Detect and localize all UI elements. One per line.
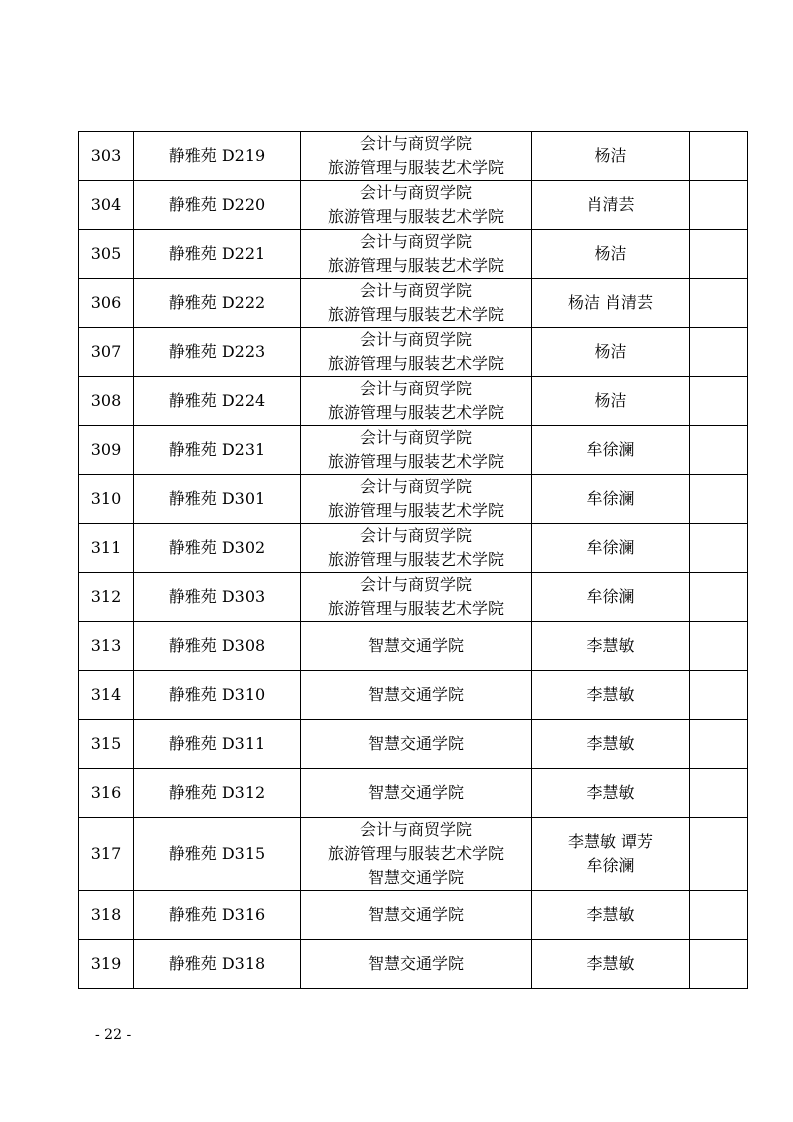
staff-name: 杨洁	[594, 146, 627, 165]
row-number-cell	[79, 279, 134, 328]
note-cell	[690, 818, 748, 891]
row-number-cell	[79, 769, 134, 818]
staff-cell	[532, 524, 690, 573]
staff-name: 牟徐澜	[586, 587, 635, 606]
row-number-cell	[79, 230, 134, 279]
college-name: 会计与商贸学院	[359, 820, 472, 839]
room-cell	[134, 671, 301, 720]
row-number: 304	[90, 195, 122, 214]
note-cell	[690, 940, 748, 989]
note-cell	[690, 426, 748, 475]
college-cell	[301, 132, 532, 181]
table-row	[79, 230, 748, 279]
staff-name: 牟徐澜	[586, 538, 635, 557]
room-cell	[134, 573, 301, 622]
table-row	[79, 377, 748, 426]
row-number: 305	[90, 244, 122, 263]
staff-cell	[532, 377, 690, 426]
row-number-cell	[79, 940, 134, 989]
row-number-cell	[79, 891, 134, 940]
college-cell	[301, 279, 532, 328]
room-name: 静雅苑 D315	[168, 844, 266, 863]
college-name: 智慧交通学院	[367, 905, 464, 924]
table-row	[79, 279, 748, 328]
note-cell	[690, 328, 748, 377]
staff-cell	[532, 475, 690, 524]
room-name: 静雅苑 D312	[168, 783, 266, 802]
table-row	[79, 622, 748, 671]
row-number: 308	[90, 391, 122, 410]
table-row	[79, 891, 748, 940]
row-number-cell	[79, 132, 134, 181]
college-cell	[301, 940, 532, 989]
staff-name: 李慧敏	[586, 734, 635, 753]
college-cell	[301, 181, 532, 230]
row-number: 314	[90, 685, 122, 704]
note-cell	[690, 475, 748, 524]
staff-cell	[532, 622, 690, 671]
note-cell	[690, 671, 748, 720]
table-row	[79, 475, 748, 524]
college-name: 会计与商贸学院	[359, 183, 472, 202]
college-name: 旅游管理与服装艺术学院	[327, 256, 504, 275]
row-number-cell	[79, 475, 134, 524]
table-row	[79, 720, 748, 769]
room-name: 静雅苑 D318	[168, 954, 266, 973]
staff-name: 李慧敏	[586, 783, 635, 802]
college-cell	[301, 475, 532, 524]
college-name: 旅游管理与服装艺术学院	[327, 207, 504, 226]
staff-name: 牟徐澜	[586, 440, 635, 459]
room-cell	[134, 891, 301, 940]
college-name: 旅游管理与服装艺术学院	[327, 550, 504, 569]
staff-cell	[532, 573, 690, 622]
college-name: 会计与商贸学院	[359, 281, 472, 300]
staff-cell	[532, 940, 690, 989]
row-number: 307	[90, 342, 122, 361]
row-number-cell	[79, 818, 134, 891]
table-row	[79, 181, 748, 230]
table-row	[79, 426, 748, 475]
college-name: 智慧交通学院	[367, 868, 464, 887]
row-number: 319	[90, 954, 122, 973]
college-name: 智慧交通学院	[367, 783, 464, 802]
room-name: 静雅苑 D303	[168, 587, 266, 606]
row-number: 313	[90, 636, 122, 655]
college-name: 会计与商贸学院	[359, 379, 472, 398]
staff-cell	[532, 230, 690, 279]
room-cell	[134, 940, 301, 989]
college-name: 会计与商贸学院	[359, 428, 472, 447]
staff-name: 牟徐澜	[586, 489, 635, 508]
college-name: 旅游管理与服装艺术学院	[327, 305, 504, 324]
row-number: 318	[90, 905, 122, 924]
staff-name: 杨洁	[594, 391, 627, 410]
room-name: 静雅苑 D222	[168, 293, 266, 312]
row-number: 309	[90, 440, 122, 459]
room-name: 静雅苑 D310	[168, 685, 266, 704]
college-name: 旅游管理与服装艺术学院	[327, 844, 504, 863]
note-cell	[690, 132, 748, 181]
staff-name: 李慧敏 谭芳	[567, 832, 654, 851]
college-name: 会计与商贸学院	[359, 232, 472, 251]
staff-cell	[532, 279, 690, 328]
table-row	[79, 573, 748, 622]
row-number-cell	[79, 377, 134, 426]
room-cell	[134, 328, 301, 377]
college-cell	[301, 622, 532, 671]
staff-name: 杨洁 肖清芸	[567, 293, 654, 312]
note-cell	[690, 891, 748, 940]
staff-cell	[532, 671, 690, 720]
page-number: - 22 -	[95, 1027, 132, 1043]
row-number: 310	[90, 489, 122, 508]
room-name: 静雅苑 D316	[168, 905, 266, 924]
row-number-cell	[79, 426, 134, 475]
room-cell	[134, 426, 301, 475]
college-name: 会计与商贸学院	[359, 477, 472, 496]
room-name: 静雅苑 D220	[168, 195, 266, 214]
room-cell	[134, 622, 301, 671]
staff-name: 李慧敏	[586, 636, 635, 655]
staff-cell	[532, 720, 690, 769]
college-cell	[301, 818, 532, 891]
room-name: 静雅苑 D311	[168, 734, 266, 753]
row-number-cell	[79, 328, 134, 377]
room-cell	[134, 377, 301, 426]
college-cell	[301, 720, 532, 769]
note-cell	[690, 720, 748, 769]
room-cell	[134, 818, 301, 891]
room-cell	[134, 769, 301, 818]
college-name: 旅游管理与服装艺术学院	[327, 403, 504, 422]
college-name: 旅游管理与服装艺术学院	[327, 501, 504, 520]
college-name: 智慧交通学院	[367, 636, 464, 655]
college-name: 旅游管理与服装艺术学院	[327, 158, 504, 177]
table-body	[79, 132, 748, 989]
college-name: 旅游管理与服装艺术学院	[327, 354, 504, 373]
note-cell	[690, 622, 748, 671]
room-name: 静雅苑 D301	[168, 489, 266, 508]
row-number: 306	[90, 293, 122, 312]
table-row	[79, 769, 748, 818]
table-row	[79, 328, 748, 377]
table-row	[79, 671, 748, 720]
row-number-cell	[79, 622, 134, 671]
room-cell	[134, 181, 301, 230]
college-cell	[301, 230, 532, 279]
staff-name: 杨洁	[594, 342, 627, 361]
college-cell	[301, 377, 532, 426]
college-name: 会计与商贸学院	[359, 330, 472, 349]
college-cell	[301, 328, 532, 377]
college-cell	[301, 671, 532, 720]
staff-name: 李慧敏	[586, 954, 635, 973]
college-name: 旅游管理与服装艺术学院	[327, 452, 504, 471]
staff-cell	[532, 328, 690, 377]
room-cell	[134, 132, 301, 181]
row-number-cell	[79, 573, 134, 622]
note-cell	[690, 181, 748, 230]
row-number-cell	[79, 671, 134, 720]
college-name: 智慧交通学院	[367, 734, 464, 753]
room-name: 静雅苑 D224	[168, 391, 266, 410]
staff-cell	[532, 891, 690, 940]
row-number-cell	[79, 181, 134, 230]
staff-name: 杨洁	[594, 244, 627, 263]
table-row	[79, 940, 748, 989]
room-cell	[134, 475, 301, 524]
row-number: 303	[90, 146, 122, 165]
row-number-cell	[79, 524, 134, 573]
table-row	[79, 818, 748, 891]
dormitory-table	[78, 131, 748, 989]
college-cell	[301, 891, 532, 940]
college-name: 会计与商贸学院	[359, 575, 472, 594]
staff-name: 李慧敏	[586, 905, 635, 924]
college-name: 会计与商贸学院	[359, 134, 472, 153]
college-name: 旅游管理与服装艺术学院	[327, 599, 504, 618]
note-cell	[690, 230, 748, 279]
row-number: 317	[90, 844, 122, 863]
table-row	[79, 132, 748, 181]
row-number-cell	[79, 720, 134, 769]
staff-cell	[532, 769, 690, 818]
row-number: 311	[90, 538, 122, 557]
college-name: 智慧交通学院	[367, 954, 464, 973]
note-cell	[690, 769, 748, 818]
room-name: 静雅苑 D223	[168, 342, 266, 361]
staff-name: 李慧敏	[586, 685, 635, 704]
staff-name: 牟徐澜	[586, 856, 635, 875]
college-cell	[301, 573, 532, 622]
college-cell	[301, 769, 532, 818]
note-cell	[690, 573, 748, 622]
staff-cell	[532, 818, 690, 891]
room-name: 静雅苑 D231	[168, 440, 266, 459]
college-name: 智慧交通学院	[367, 685, 464, 704]
room-name: 静雅苑 D221	[168, 244, 266, 263]
room-cell	[134, 524, 301, 573]
note-cell	[690, 524, 748, 573]
room-name: 静雅苑 D308	[168, 636, 266, 655]
row-number: 316	[90, 783, 122, 802]
staff-cell	[532, 426, 690, 475]
staff-cell	[532, 132, 690, 181]
table-row	[79, 524, 748, 573]
room-name: 静雅苑 D219	[168, 146, 266, 165]
room-cell	[134, 720, 301, 769]
row-number: 315	[90, 734, 122, 753]
staff-cell	[532, 181, 690, 230]
row-number: 312	[90, 587, 122, 606]
room-cell	[134, 279, 301, 328]
room-name: 静雅苑 D302	[168, 538, 266, 557]
room-cell	[134, 230, 301, 279]
note-cell	[690, 279, 748, 328]
college-name: 会计与商贸学院	[359, 526, 472, 545]
college-cell	[301, 524, 532, 573]
note-cell	[690, 377, 748, 426]
college-cell	[301, 426, 532, 475]
staff-name: 肖清芸	[586, 195, 635, 214]
